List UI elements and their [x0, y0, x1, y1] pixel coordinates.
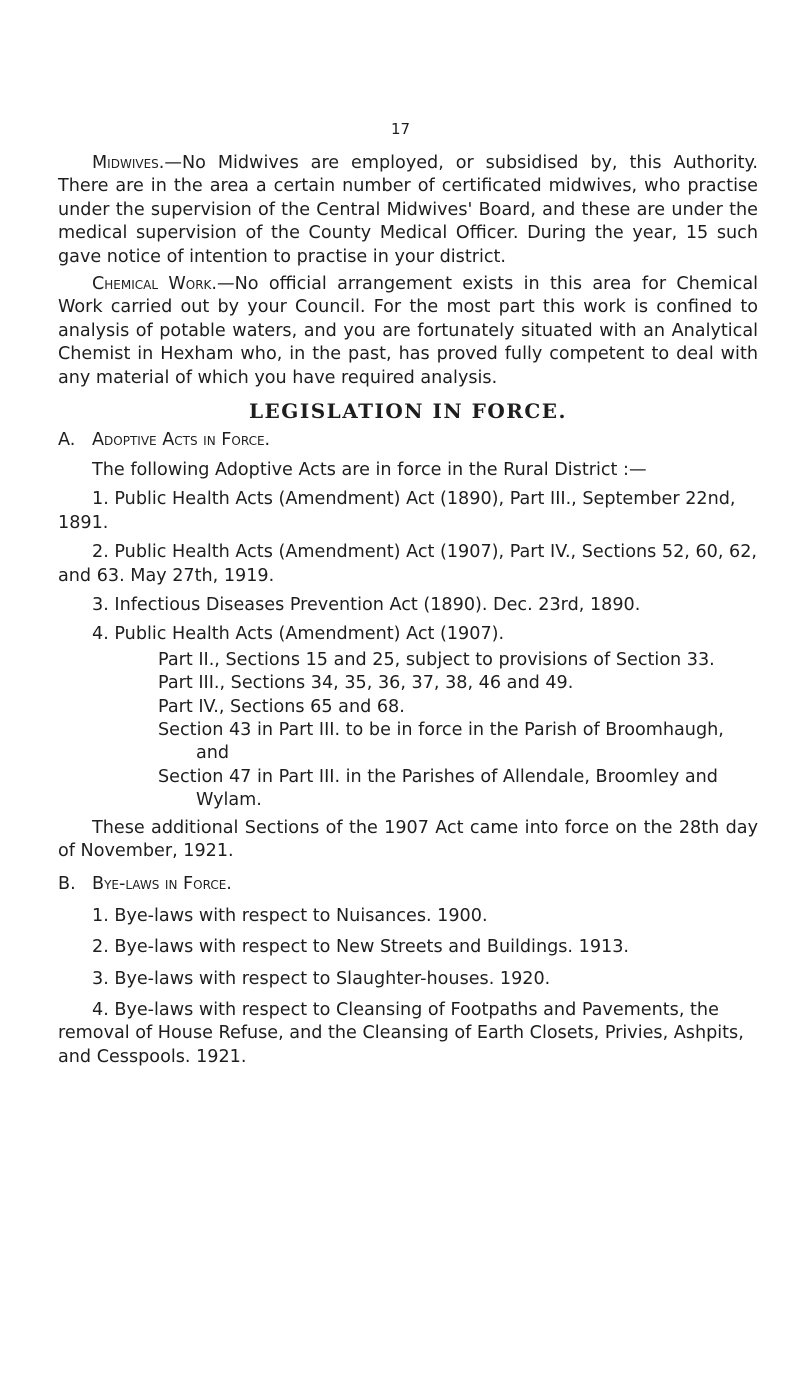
- act-4-section-5: Section 47 in Part III. in the Parishes of Allendale, Broomley and Wylam.: [158, 766, 718, 811]
- act-4-section-4: Section 43 in Part III. to be in force in the Parish of Broomhaugh, and: [158, 719, 724, 764]
- byelaw-item-1: 1. Bye-laws with respect to Nuisances. 1900.: [92, 905, 488, 926]
- section-a-intro: The following Adoptive Acts are in force in the Rural District :—: [92, 459, 647, 480]
- act-4-section-2: Part III., Sections 34, 35, 36, 37, 38, 46 and 49.: [158, 673, 574, 694]
- byelaw-item-2: 2. Bye-laws with respect to New Streets and Buildings. 1913.: [92, 937, 629, 958]
- byelaw-item-3: 3. Bye-laws with respect to Slaughter-houses. 1920.: [92, 968, 551, 989]
- section-b-title: Bye-laws in Force.: [92, 874, 232, 895]
- section-b-heading: [58, 873, 758, 896]
- act-4-sections: [158, 649, 758, 813]
- act-4-section-3: Part IV., Sections 65 and 68.: [158, 696, 405, 717]
- section-a-title: Adoptive Acts in Force.: [92, 430, 271, 451]
- document-body: [58, 152, 758, 1069]
- chemical-heading: Chemical Work.: [92, 274, 217, 295]
- act-item-2: 2. Public Health Acts (Amendment) Act (1907), Part IV., Sections 52, 60, 62, and 63. May 27th, 1919.: [58, 542, 757, 586]
- act-item-1: 1. Public Health Acts (Amendment) Act (1890), Part III., September 22nd, 1891.: [58, 489, 736, 533]
- midwives-heading: Midwives.: [92, 153, 165, 173]
- legislation-title: LEGISLATION IN FORCE.: [248, 399, 568, 424]
- chemical-text: —No official arrangement exists in this area for Chemical Work carried out by your Council. For the most part this work is confined to analysis of potable waters, and you are fortunately situated with an Analytical Chemist in Hexham who, in the past, has proved fully competent to deal with any material of which you have required analysis.: [58, 274, 758, 388]
- section-a-letter: A.: [58, 430, 76, 451]
- act-item-3: 3. Infectious Diseases Prevention Act (1890). Dec. 23rd, 1890.: [92, 594, 641, 615]
- section-a-heading: [58, 429, 758, 452]
- chemical-paragraph: [58, 273, 758, 390]
- midwives-text: —No Midwives are employed, or subsidised by, this Authority. There are in the area a certain number of certificated midwives, who practise under the supervision of the Central Midwives' Board, and these are under the medical supervision of the County Medical Officer. During the year, 15 such gave notice of intention to practise in your district.: [58, 153, 758, 267]
- byelaw-item-4: 4. Bye-laws with respect to Cleansing of Footpaths and Pavements, the removal of House Refuse, and the Cleansing of Earth Closets, Privies, Ashpits, and Cesspools. 1921.: [58, 1000, 744, 1067]
- midwives-paragraph: [58, 152, 758, 269]
- section-b-letter: B.: [58, 874, 76, 895]
- act-item-4: 4. Public Health Acts (Amendment) Act (1907).: [92, 624, 505, 645]
- page-number: 17: [390, 120, 411, 138]
- act-4-section-1: Part II., Sections 15 and 25, subject to provisions of Section 33.: [158, 649, 715, 670]
- section-a-closing: These additional Sections of the 1907 Act came into force on the 28th day of November, 1921.: [58, 817, 758, 861]
